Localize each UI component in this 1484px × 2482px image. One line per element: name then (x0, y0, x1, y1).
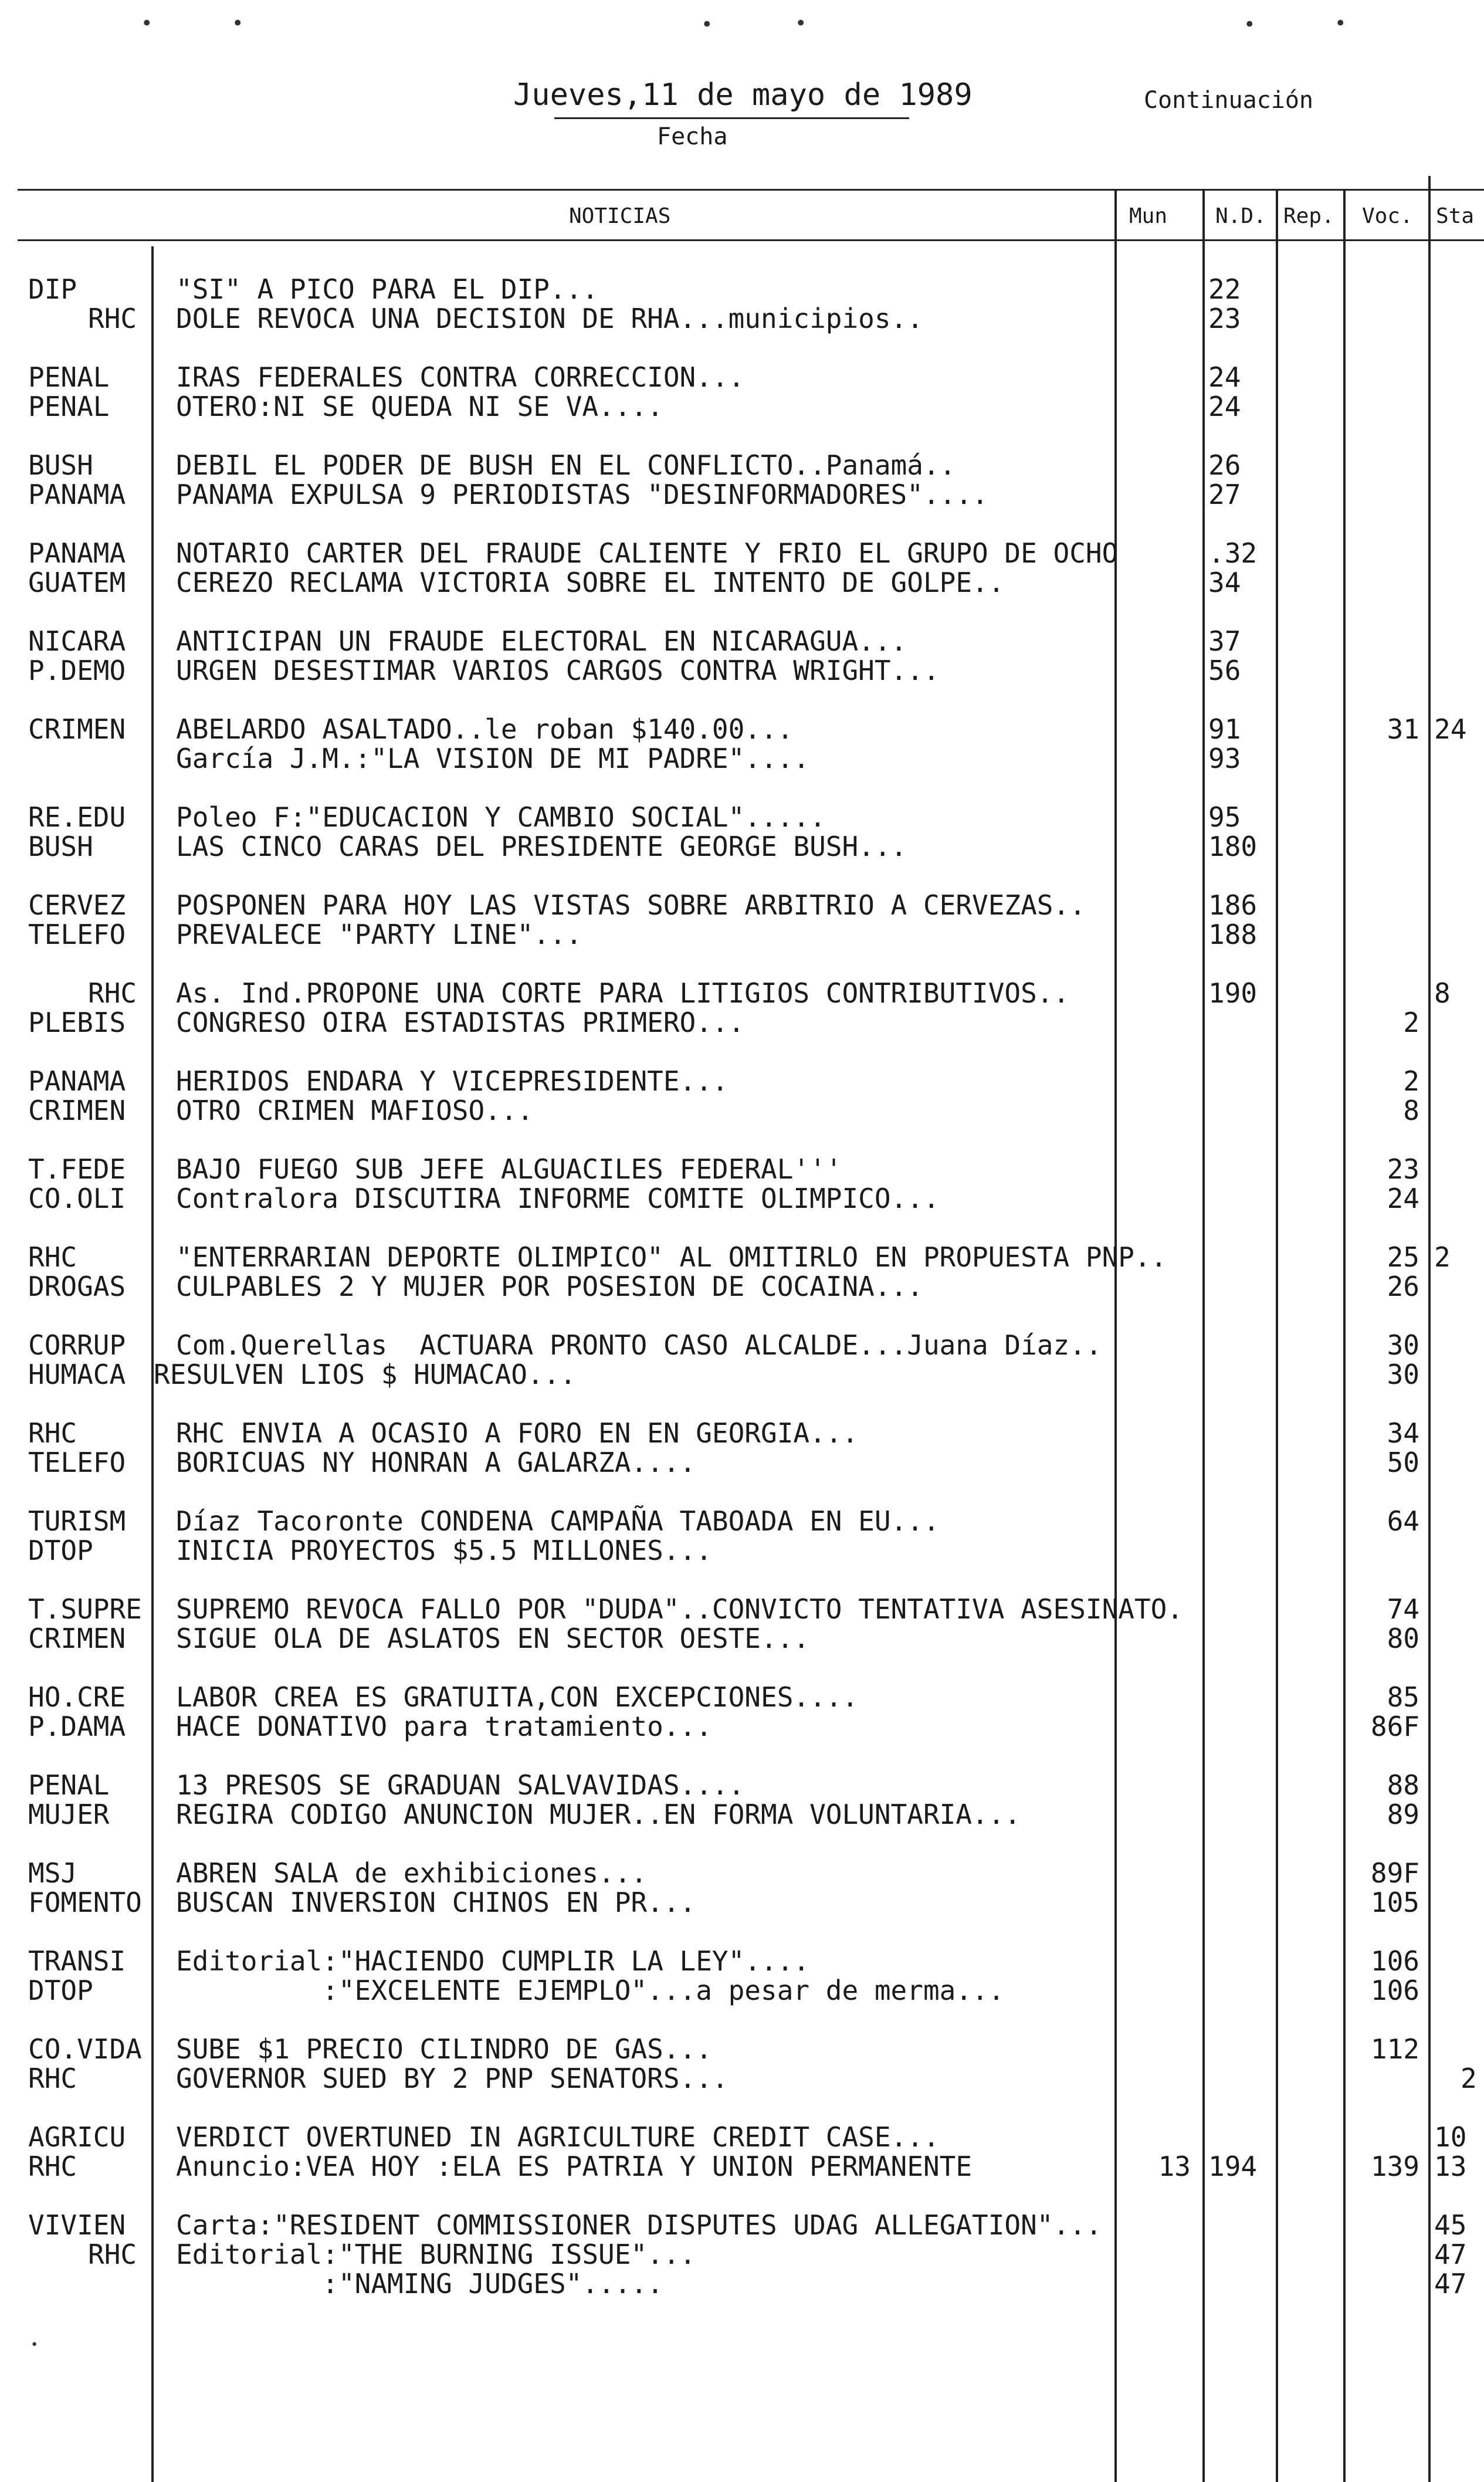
row-tag: PLEBIS (28, 1007, 126, 1038)
row-mun: 13 (1158, 2151, 1191, 2182)
row-voc: 106 (1370, 1975, 1419, 2006)
row-tag: DTOP (28, 1535, 93, 1566)
row-nd: 23 (1208, 303, 1241, 334)
row-title: "SI" A PICO PARA EL DIP... (176, 273, 599, 305)
row-title: POSPONEN PARA HOY LAS VISTAS SOBRE ARBITRIO A CERVEZAS.. (176, 889, 1086, 921)
row-nd: 27 (1208, 479, 1241, 510)
row-voc: 25 (1387, 1241, 1419, 1273)
table-row (0, 2269, 1484, 2298)
row-tag: RHC (28, 2063, 77, 2094)
table-row (0, 480, 1484, 509)
row-title: BUSCAN INVERSION CHINOS EN PR... (176, 1887, 696, 1918)
row-title: García J.M.:"LA VISION DE MI PADRE".... (176, 743, 810, 774)
table-row (0, 978, 1484, 1008)
table-row (0, 744, 1484, 773)
date-caption: Fecha (657, 123, 728, 150)
row-title: DEBIL EL PODER DE BUSH EN EL CONFLICTO..Panamá.. (176, 449, 956, 481)
row-title: :"EXCELENTE EJEMPLO"...a pesar de merma... (176, 1975, 1005, 2006)
table-row (0, 568, 1484, 597)
row-voc: 86F (1370, 1711, 1419, 1742)
row-tag: CORRUP (28, 1329, 126, 1361)
row-voc: 8 (1403, 1095, 1419, 1126)
table-row (0, 1624, 1484, 1653)
row-tag: CO.OLI (28, 1183, 126, 1214)
row-nd: 180 (1208, 831, 1258, 862)
row-tag: RHC (88, 977, 137, 1009)
row-title: CONGRESO OIRA ESTADISTAS PRIMERO... (176, 1007, 745, 1038)
table-row (0, 2152, 1484, 2181)
row-title: SIGUE OLA DE ASLATOS EN SECTOR OESTE... (176, 1623, 810, 1654)
row-title: DOLE REVOCA UNA DECISION DE RHA...municipios.. (176, 303, 923, 334)
row-title: OTERO:NI SE QUEDA NI SE VA.... (176, 391, 663, 422)
table-row (0, 2240, 1484, 2269)
row-nd: 194 (1208, 2151, 1258, 2182)
row-tag: CERVEZ (28, 889, 126, 921)
row-title: PREVALECE "PARTY LINE"... (176, 919, 582, 950)
row-tag: DTOP (28, 1975, 93, 2006)
row-tag: RHC (88, 303, 137, 334)
row-tag: PANAMA (28, 1065, 126, 1097)
row-tag: BUSH (28, 831, 93, 862)
row-tag: DIP (28, 273, 77, 305)
row-tag: RHC (88, 2239, 137, 2270)
row-tag: HO.CRE (28, 1681, 126, 1713)
row-tag: RE.EDU (28, 801, 126, 833)
row-tag: GUATEM (28, 567, 126, 598)
row-sta: 10 (1434, 2121, 1467, 2153)
row-sta: 13 (1434, 2151, 1467, 2182)
table-row (0, 1008, 1484, 1037)
row-title: CEREZO RECLAMA VICTORIA SOBRE EL INTENTO DE GOLPE.. (176, 567, 1005, 598)
row-tag: P.DEMO (28, 655, 126, 686)
table-row (0, 832, 1484, 861)
row-voc: 26 (1387, 1271, 1419, 1302)
table-row (0, 1800, 1484, 1829)
row-nd: .32 (1208, 537, 1258, 569)
row-voc: 112 (1370, 2033, 1419, 2065)
table-row (0, 1184, 1484, 1213)
column-header-noticias: NOTICIAS (569, 204, 671, 228)
row-voc: 89F (1370, 1857, 1419, 1889)
table-row (0, 1536, 1484, 1565)
row-title: RHC ENVIA A OCASIO A FORO EN EN GEORGIA... (176, 1417, 859, 1449)
row-title: :"NAMING JUDGES"..... (176, 2268, 663, 2300)
table-row (0, 1066, 1484, 1096)
table-row (0, 304, 1484, 333)
table-row (0, 1360, 1484, 1389)
table-row (0, 656, 1484, 685)
table-row (0, 802, 1484, 832)
punch-dot: • (795, 12, 807, 35)
row-voc: 85 (1387, 1681, 1419, 1713)
row-title: "ENTERRARIAN DEPORTE OLIMPICO" AL OMITIRLO EN PROPUESTA PNP.. (176, 1241, 1167, 1273)
table-row (0, 1682, 1484, 1712)
table-row (0, 1272, 1484, 1301)
row-title: CULPABLES 2 Y MUJER POR POSESION DE COCAINA... (176, 1271, 923, 1302)
row-title: NOTARIO CARTER DEL FRAUDE CALIENTE Y FRIO EL GRUPO DE OCHO (176, 537, 1119, 569)
row-sta: 8 (1434, 977, 1451, 1009)
date-underline (554, 117, 909, 119)
row-tag: RHC (28, 1417, 77, 1449)
row-tag: NICARA (28, 625, 126, 657)
table-row (0, 1506, 1484, 1536)
continuation-label: Continuación (1144, 87, 1313, 114)
table-row (0, 890, 1484, 920)
row-sta: 45 (1434, 2209, 1467, 2241)
table-top-rule (18, 189, 1484, 191)
table-row (0, 1594, 1484, 1624)
row-voc: 2 (1403, 1007, 1419, 1038)
table-row (0, 392, 1484, 421)
row-nd: 186 (1208, 889, 1258, 921)
table-row (0, 1330, 1484, 1360)
row-tag: P.DAMA (28, 1711, 126, 1742)
table-row (0, 1946, 1484, 1976)
row-nd: 26 (1208, 449, 1241, 481)
row-tag: TURISM (28, 1505, 126, 1537)
table-row (0, 627, 1484, 656)
row-title: Anuncio:VEA HOY :ELA ES PATRIA Y UNION PERMANENTE (176, 2151, 973, 2182)
row-tag: RHC (28, 1241, 77, 1273)
row-title: As. Ind.PROPONE UNA CORTE PARA LITIGIOS CONTRIBUTIVOS.. (176, 977, 1070, 1009)
row-title: PANAMA EXPULSA 9 PERIODISTAS "DESINFORMADORES".... (176, 479, 988, 510)
row-tag: CRIMEN (28, 1623, 126, 1654)
row-title: 13 PRESOS SE GRADUAN SALVAVIDAS.... (176, 1769, 745, 1801)
row-voc: 30 (1387, 1359, 1419, 1390)
punch-dot: • (141, 12, 153, 35)
row-voc: 50 (1387, 1447, 1419, 1478)
row-title: ANTICIPAN UN FRAUDE ELECTORAL EN NICARAGUA... (176, 625, 907, 657)
row-title: Carta:"RESIDENT COMMISSIONER DISPUTES UDAG ALLEGATION"... (176, 2209, 1102, 2241)
row-tag: TELEFO (28, 919, 126, 950)
row-nd: 93 (1208, 743, 1241, 774)
table-row (0, 1858, 1484, 1888)
row-title: SUBE $1 PRECIO CILINDRO DE GAS... (176, 2033, 712, 2065)
row-title: BAJO FUEGO SUB JEFE ALGUACILES FEDERAL''' (176, 1153, 842, 1185)
table-row (0, 1242, 1484, 1272)
row-title: HERIDOS ENDARA Y VICEPRESIDENTE... (176, 1065, 729, 1097)
row-title: REGIRA CODIGO ANUNCION MUJER..EN FORMA VOLUNTARIA... (176, 1799, 1021, 1830)
row-tag: HUMACA (28, 1359, 126, 1390)
row-tag: PENAL (28, 361, 110, 393)
punch-dot: • (232, 12, 244, 35)
table-row (0, 1448, 1484, 1477)
row-title: IRAS FEDERALES CONTRA CORRECCION... (176, 361, 745, 393)
table-row (0, 275, 1484, 304)
row-voc: 64 (1387, 1505, 1419, 1537)
row-tag: MSJ (28, 1857, 77, 1889)
row-title: Poleo F:"EDUCACION Y CAMBIO SOCIAL"..... (176, 801, 826, 833)
table-row (0, 2034, 1484, 2064)
row-title: GOVERNOR SUED BY 2 PNP SENATORS... (176, 2063, 729, 2094)
row-nd: 188 (1208, 919, 1258, 950)
row-tag: TRANSI (28, 1945, 126, 1977)
row-tag: BUSH (28, 449, 93, 481)
table-row (0, 451, 1484, 480)
punch-dot: • (701, 13, 713, 36)
table-row (0, 1154, 1484, 1184)
row-tag: T.FEDE (28, 1153, 126, 1185)
row-nd: 37 (1208, 625, 1241, 657)
row-nd: 91 (1208, 713, 1241, 745)
row-voc: 74 (1387, 1593, 1419, 1625)
table-row (0, 2122, 1484, 2152)
row-tag: CRIMEN (28, 713, 126, 745)
row-title: HACE DONATIVO para tratamiento... (176, 1711, 712, 1742)
table-row (0, 539, 1484, 568)
stray-mark: • (31, 2338, 39, 2352)
row-nd: 95 (1208, 801, 1241, 833)
row-title: SUPREMO REVOCA FALLO POR "DUDA"..CONVICTO TENTATIVA ASESINATO. (176, 1593, 1184, 1625)
row-voc: 88 (1387, 1769, 1419, 1801)
row-title: ABREN SALA de exhibiciones... (176, 1857, 648, 1889)
table-row (0, 363, 1484, 392)
row-voc: 80 (1387, 1623, 1419, 1654)
row-tag: PENAL (28, 391, 110, 422)
table-row (0, 1418, 1484, 1448)
row-tag: PENAL (28, 1769, 110, 1801)
row-tag: PANAMA (28, 479, 126, 510)
row-tag: CO.VIDA (28, 2033, 142, 2065)
table-row (0, 1096, 1484, 1125)
column-header-mun: Mun (1129, 204, 1168, 228)
row-title: LAS CINCO CARAS DEL PRESIDENTE GEORGE BUSH... (176, 831, 907, 862)
row-title: Editorial:"THE BURNING ISSUE"... (176, 2239, 696, 2270)
row-voc: 89 (1387, 1799, 1419, 1830)
table-header-rule (18, 239, 1484, 241)
row-tag: CRIMEN (28, 1095, 126, 1126)
row-tag: AGRICU (28, 2121, 126, 2153)
table-row (0, 920, 1484, 949)
row-title: ABELARDO ASALTADO..le roban $140.00... (176, 713, 794, 745)
column-header-rep: Rep. (1283, 204, 1334, 228)
table-row (0, 1888, 1484, 1917)
row-sta: 47 (1434, 2239, 1467, 2270)
table-row (0, 2210, 1484, 2240)
row-title: URGEN DESESTIMAR VARIOS CARGOS CONTRA WRIGHT... (176, 655, 940, 686)
table-row (0, 715, 1484, 744)
row-sta: 24 (1434, 713, 1467, 745)
row-title: RESULVEN LIOS $ HUMACAO... (154, 1359, 577, 1390)
row-nd: 22 (1208, 273, 1241, 305)
row-title: Díaz Tacoronte CONDENA CAMPAÑA TABOADA EN EU... (176, 1505, 940, 1537)
punch-dot: • (1334, 12, 1347, 35)
row-title: BORICUAS NY HONRAN A GALARZA.... (176, 1447, 696, 1478)
column-header-nd: N.D. (1215, 204, 1266, 228)
row-sta: 2 (1434, 1241, 1451, 1273)
row-title: Contralora DISCUTIRA INFORME COMITE OLIMPICO... (176, 1183, 940, 1214)
punch-dot: • (1244, 13, 1256, 36)
row-tag: RHC (28, 2151, 77, 2182)
row-voc: 105 (1370, 1887, 1419, 1918)
row-nd: 34 (1208, 567, 1241, 598)
table-row (0, 1976, 1484, 2005)
row-tag: DROGAS (28, 1271, 126, 1302)
row-nd: 24 (1208, 361, 1241, 393)
row-sta: 47 (1434, 2268, 1467, 2300)
row-title: OTRO CRIMEN MAFIOSO... (176, 1095, 534, 1126)
table-row (0, 1712, 1484, 1741)
document-date: Jueves,11 de mayo de 1989 (513, 77, 973, 113)
row-voc: 30 (1387, 1329, 1419, 1361)
row-tag: T.SUPRE (28, 1593, 142, 1625)
table-row (0, 2064, 1484, 2093)
column-header-voc: Voc. (1362, 204, 1413, 228)
row-voc: 23 (1387, 1153, 1419, 1185)
row-voc: 31 (1387, 713, 1419, 745)
row-voc: 24 (1387, 1183, 1419, 1214)
row-tag: FOMENTO (28, 1887, 142, 1918)
row-title: INICIA PROYECTOS $5.5 MILLONES... (176, 1535, 712, 1566)
row-nd: 190 (1208, 977, 1258, 1009)
row-title: Editorial:"HACIENDO CUMPLIR LA LEY".... (176, 1945, 810, 1977)
row-voc: 106 (1370, 1945, 1419, 1977)
column-header-sta: Sta (1436, 204, 1475, 228)
row-tag: MUJER (28, 1799, 110, 1830)
row-voc: 139 (1370, 2151, 1419, 2182)
row-voc: 2 (1403, 1065, 1419, 1097)
row-title: Com.Querellas ACTUARA PRONTO CASO ALCALDE...Juana Díaz.. (176, 1329, 1102, 1361)
row-title: LABOR CREA ES GRATUITA,CON EXCEPCIONES.... (176, 1681, 859, 1713)
row-tag: TELEFO (28, 1447, 126, 1478)
table-row (0, 1770, 1484, 1800)
row-title: VERDICT OVERTUNED IN AGRICULTURE CREDIT CASE... (176, 2121, 940, 2153)
row-sta: 2 (1461, 2063, 1477, 2094)
row-tag: PANAMA (28, 537, 126, 569)
row-nd: 56 (1208, 655, 1241, 686)
row-tag: VIVIEN (28, 2209, 126, 2241)
row-voc: 34 (1387, 1417, 1419, 1449)
row-nd: 24 (1208, 391, 1241, 422)
